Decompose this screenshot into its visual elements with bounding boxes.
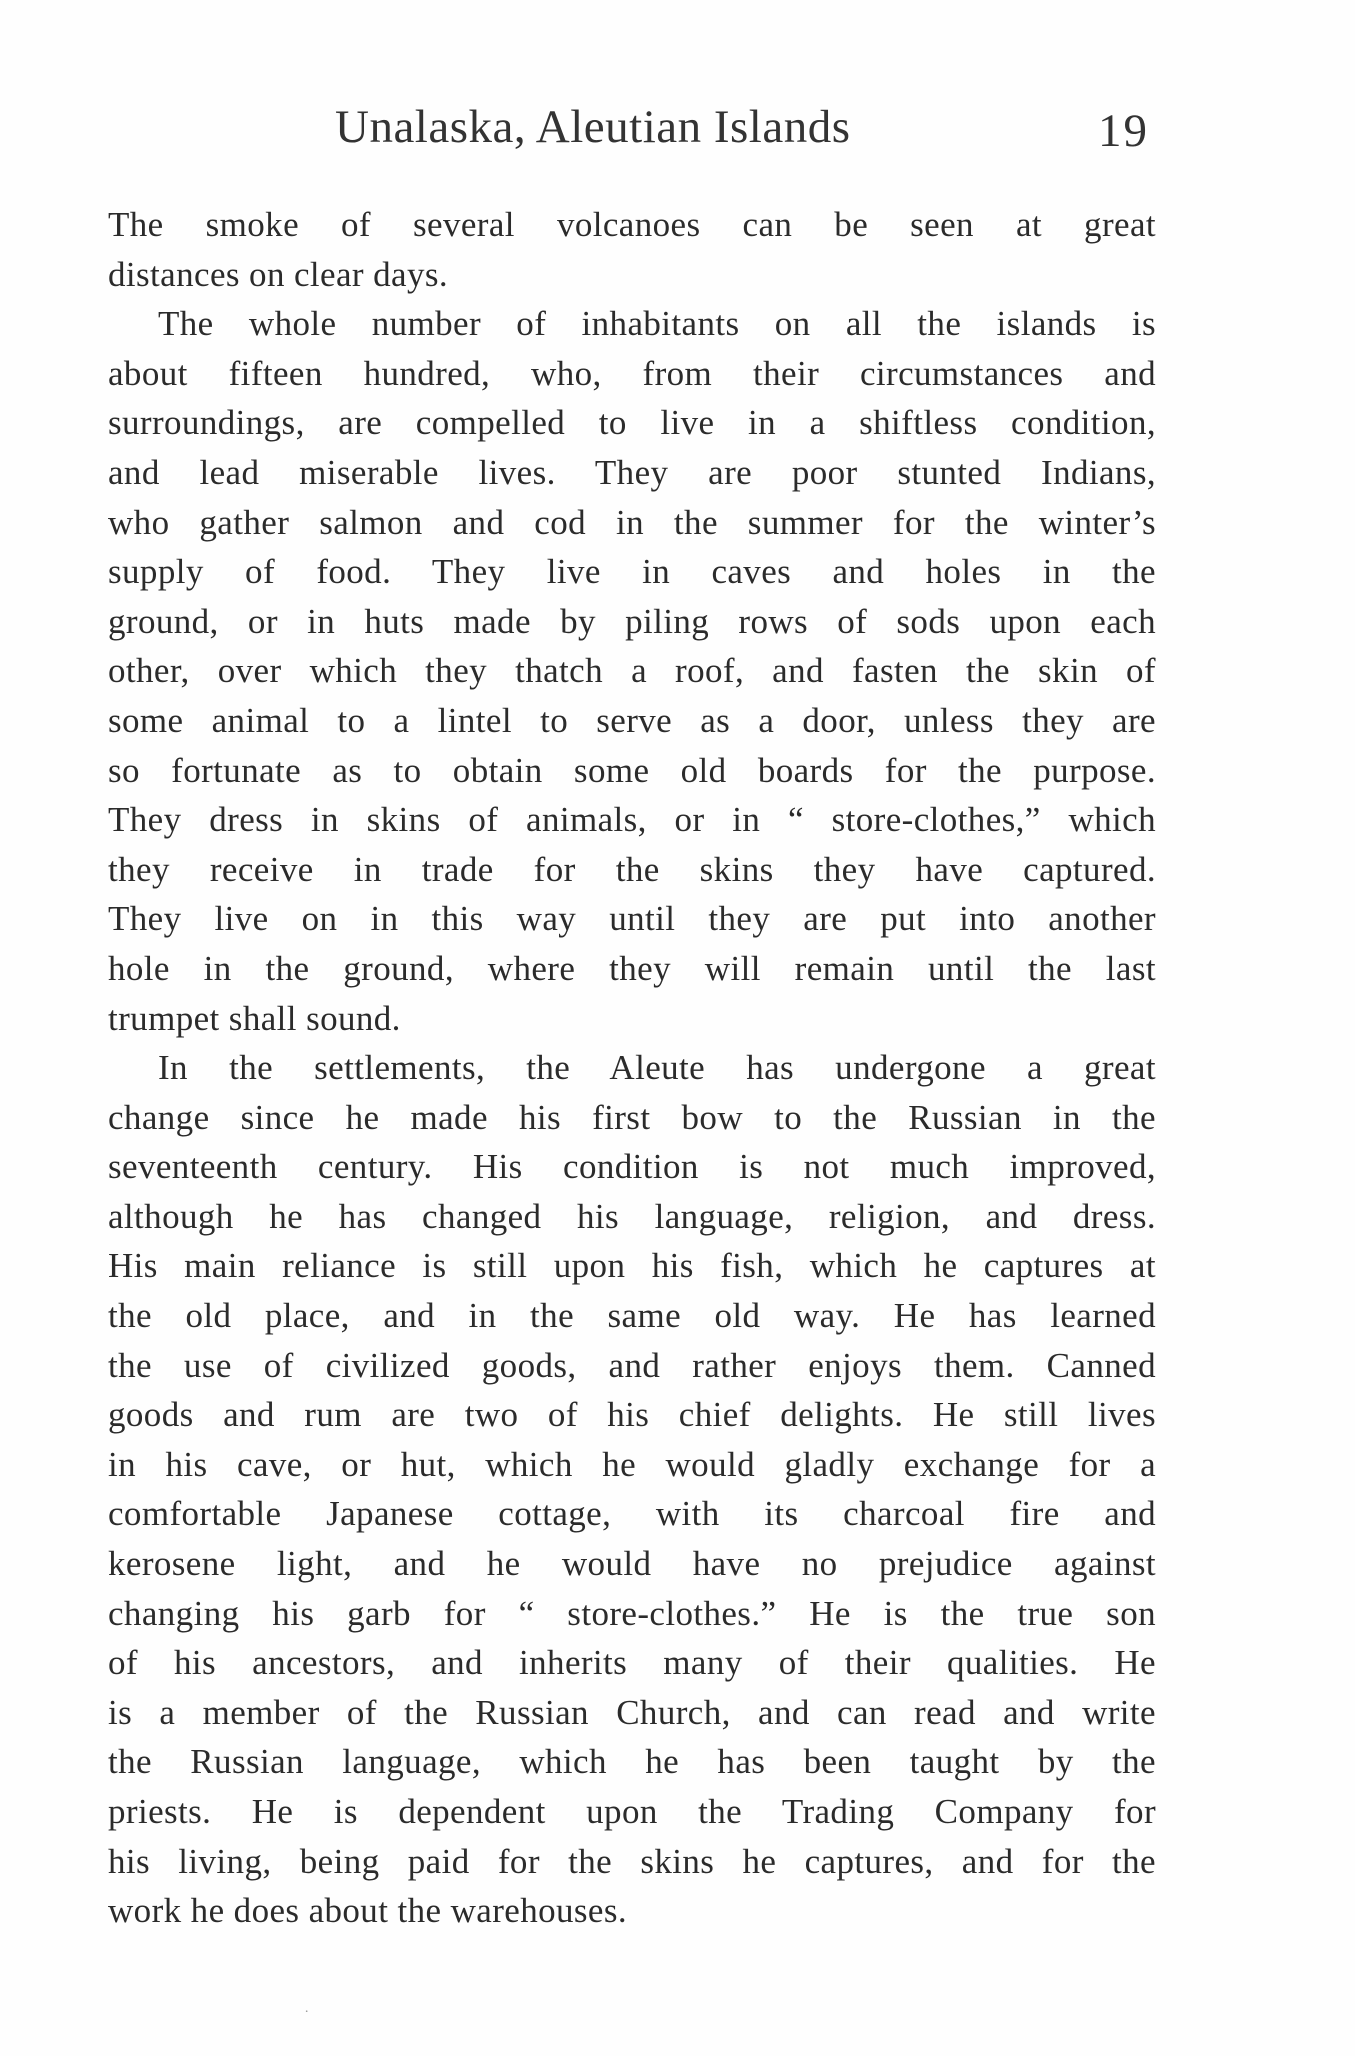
text-line: The whole number of inhabitants on all the islands is — [158, 304, 1156, 344]
text-line: the Russian language, which he has been taught by the — [108, 1742, 1156, 1782]
running-head — [0, 100, 1355, 160]
text-line: his living, being paid for the skins he captures, and for the — [108, 1841, 1156, 1881]
text-line: comfortable Japanese cottage, with its charcoal fire and — [108, 1494, 1156, 1534]
text-line: priests. He is dependent upon the Trading Company for — [108, 1792, 1156, 1831]
text-line: ground, or in huts made by piling rows of sods upon each — [108, 601, 1156, 641]
text-line: so fortunate as to obtain some old boards for the purpose. — [108, 750, 1156, 790]
text-line: some animal to a lintel to serve as a door, unless they are — [108, 700, 1156, 740]
text-line: and lead miserable lives. They are poor stunted Indians, — [108, 452, 1156, 492]
running-title: Unalaska, Aleutian Islands — [335, 101, 851, 153]
text-line: The smoke of several volcanoes can be seen at great — [108, 205, 1156, 244]
text-line: kerosene light, and he would have no prejudice against — [108, 1544, 1156, 1584]
text-line: goods and rum are two of his chief delights. He still lives — [108, 1395, 1156, 1435]
text-line: about fifteen hundred, who, from their circumstances and — [108, 353, 1156, 393]
text-line: changing his garb for “ store-clothes.” He is the true son — [108, 1593, 1156, 1633]
text-line: although he has changed his language, religion, and dress. — [108, 1196, 1156, 1236]
text-line: of his ancestors, and inherits many of their qualities. He — [108, 1643, 1156, 1683]
text-line: In the settlements, the Aleute has undergone a great — [158, 1048, 1156, 1088]
paragraph — [108, 299, 1156, 1043]
text-line: distances on clear days. — [108, 254, 449, 294]
print-speck-mark: ˙ — [304, 2008, 310, 2025]
text-line: They dress in skins of animals, or in “ store-clothes,” which — [108, 800, 1156, 840]
text-line: His main reliance is still upon his fish, which he captures at — [108, 1246, 1156, 1286]
paragraph — [108, 1043, 1156, 1936]
text-line: surroundings, are compelled to live in a shiftless condition, — [108, 403, 1156, 443]
paragraph — [108, 200, 1156, 299]
text-line: supply of food. They live in caves and holes in the — [108, 552, 1156, 592]
text-line: other, over which they thatch a roof, and fasten the skin of — [108, 651, 1156, 691]
text-line: change since he made his first bow to the Russian in the — [108, 1097, 1156, 1137]
text-line: they receive in trade for the skins they have captured. — [108, 849, 1156, 889]
text-line: work he does about the warehouses. — [108, 1891, 628, 1931]
text-line: They live on in this way until they are put into another — [108, 899, 1156, 939]
text-line: the use of civilized goods, and rather enjoys them. Canned — [108, 1345, 1156, 1385]
body-text — [108, 200, 1156, 1936]
text-line: who gather salmon and cod in the summer for the winter’s — [108, 502, 1156, 542]
text-line: trumpet shall sound. — [108, 998, 401, 1038]
text-line: hole in the ground, where they will remain until the last — [108, 948, 1156, 988]
text-line: is a member of the Russian Church, and can read and write — [108, 1692, 1156, 1732]
text-line: the old place, and in the same old way. He has learned — [108, 1296, 1156, 1336]
text-line: in his cave, or hut, which he would gladly exchange for a — [108, 1444, 1156, 1484]
text-line: seventeenth century. His condition is not much improved, — [108, 1147, 1156, 1187]
page-number: 19 — [1098, 105, 1149, 157]
